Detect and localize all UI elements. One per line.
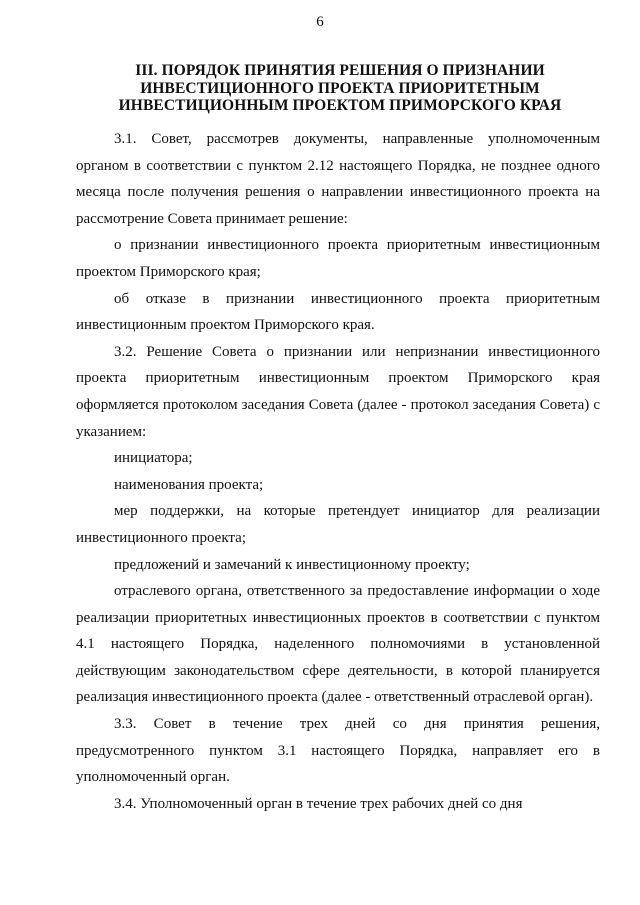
list-item-support-measures: мер поддержки, на которые претендует инициатор для реализации инвестиционного проекта;: [76, 503, 600, 546]
heading-line-1: III. ПОРЯДОК ПРИНЯТИЯ РЕШЕНИЯ О ПРИЗНАНИИ: [135, 62, 545, 79]
document-body: [76, 126, 600, 817]
paragraph-3-2: 3.2. Решение Совета о признании или непризнании инвестиционного проекта приоритетным инвестиционным проектом Приморского края оформляется протоколом заседания Совета (далее - протокол заседания Совета) с указанием:: [76, 343, 600, 440]
paragraph-3-1: 3.1. Совет, рассмотрев документы, направленные уполномоченным органом в соответствии с пунктом 2.12 настоящего Порядка, не позднее одного месяца после получения решения о направлении инвестиционного проекта на рассмотрение Совета принимает решение:: [76, 131, 600, 227]
heading-line-2: ИНВЕСТИЦИОННОГО ПРОЕКТА ПРИОРИТЕТНЫМ: [140, 79, 540, 97]
list-item-proposals: предложений и замечаний к инвестиционному проекту;: [114, 556, 470, 573]
list-item-project-name: наименования проекта;: [114, 476, 264, 493]
list-item-sector-body: отраслевого органа, ответственного за предоставление информации о ходе реализации приоритетных инвестиционных проектов в соответствии с пунктом 4.1 настоящего Порядка, наделенного полномочиями в установленной действующим законодательством сфере деятельности, в которой планируется реализация инвестиционного проекта (далее - ответственный отраслевой орган).: [76, 583, 600, 706]
paragraph-3-3: 3.3. Совет в течение трех дней со дня принятия решения, предусмотренного пунктом 3.1 настоящего Порядка, направляет его в уполномоченный орган.: [76, 716, 600, 786]
paragraph-3-4: 3.4. Уполномоченный орган в течение трех рабочих дней со дня: [114, 795, 523, 812]
list-item-initiator: инициатора;: [114, 450, 193, 467]
section-heading: [60, 62, 620, 115]
paragraph-refusal-option: об отказе в признании инвестиционного проекта приоритетным инвестиционным проектом Приморского края.: [76, 290, 600, 334]
heading-line-3: ИНВЕСТИЦИОННЫМ ПРОЕКТОМ ПРИМОРСКОГО КРАЯ: [118, 97, 562, 114]
paragraph-recognition-option: о признании инвестиционного проекта приоритетным инвестиционным проектом Приморского края;: [76, 237, 600, 280]
page-number: 6: [316, 14, 324, 30]
